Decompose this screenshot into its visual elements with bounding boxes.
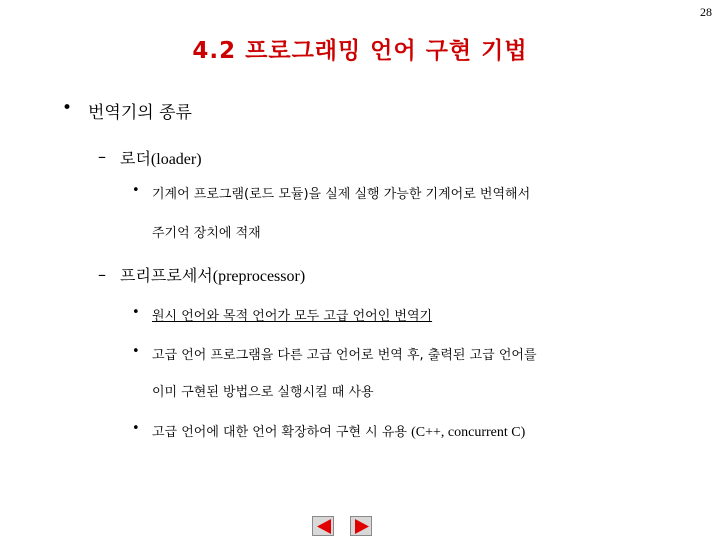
level1-bullet: • xyxy=(62,98,73,118)
loader-label: 로더 xyxy=(120,149,151,168)
page-number: 28 xyxy=(700,5,712,19)
loader-heading xyxy=(120,146,202,169)
slide-title: 4.2 프로그래밍 언어 구현 기법 xyxy=(192,38,528,64)
pre-item-2-bullet: • xyxy=(132,344,140,359)
pre-item-1-text: 원시 언어와 목적 언어가 모두 고급 언어인 번역기 xyxy=(152,309,433,324)
previous-slide-button[interactable] xyxy=(312,516,334,536)
level1-text: 번역기의 종류 xyxy=(88,103,192,123)
pre-item-3-korean: 고급 언어에 대한 언어 확장하여 구현 시 유용 xyxy=(152,425,407,440)
loader-item-bullet: • xyxy=(132,183,140,198)
loader-item-line2: 주기억 장치에 적재 xyxy=(152,226,261,241)
pre-item-1-bullet: • xyxy=(132,305,140,320)
preprocessor-latin: (preprocessor) xyxy=(212,268,306,285)
preprocessor-dash: – xyxy=(98,265,106,284)
preprocessor-heading xyxy=(120,263,305,286)
pre-item-3-latin: (C++, concurrent C) xyxy=(411,425,526,440)
level1-item xyxy=(62,98,72,118)
loader-item-line1: 기계어 프로그램(로드 모듈)을 실제 실행 가능한 기계어로 번역해서 xyxy=(152,187,531,202)
next-slide-button[interactable] xyxy=(350,516,372,536)
preprocessor-label: 프리프로세서 xyxy=(120,266,213,285)
pre-item-2-line1: 고급 언어 프로그램을 다른 고급 언어로 번역 후, 출력된 고급 언어를 xyxy=(152,348,537,363)
loader-dash: – xyxy=(98,147,106,166)
loader-latin: (loader) xyxy=(150,151,202,168)
triangle-right-icon xyxy=(354,519,370,534)
triangle-left-icon xyxy=(316,519,332,534)
pre-item-3-bullet: • xyxy=(132,421,140,436)
pre-item-3-text xyxy=(152,421,525,441)
pre-item-2-line2: 이미 구현된 방법으로 실행시킬 때 사용 xyxy=(152,385,374,400)
